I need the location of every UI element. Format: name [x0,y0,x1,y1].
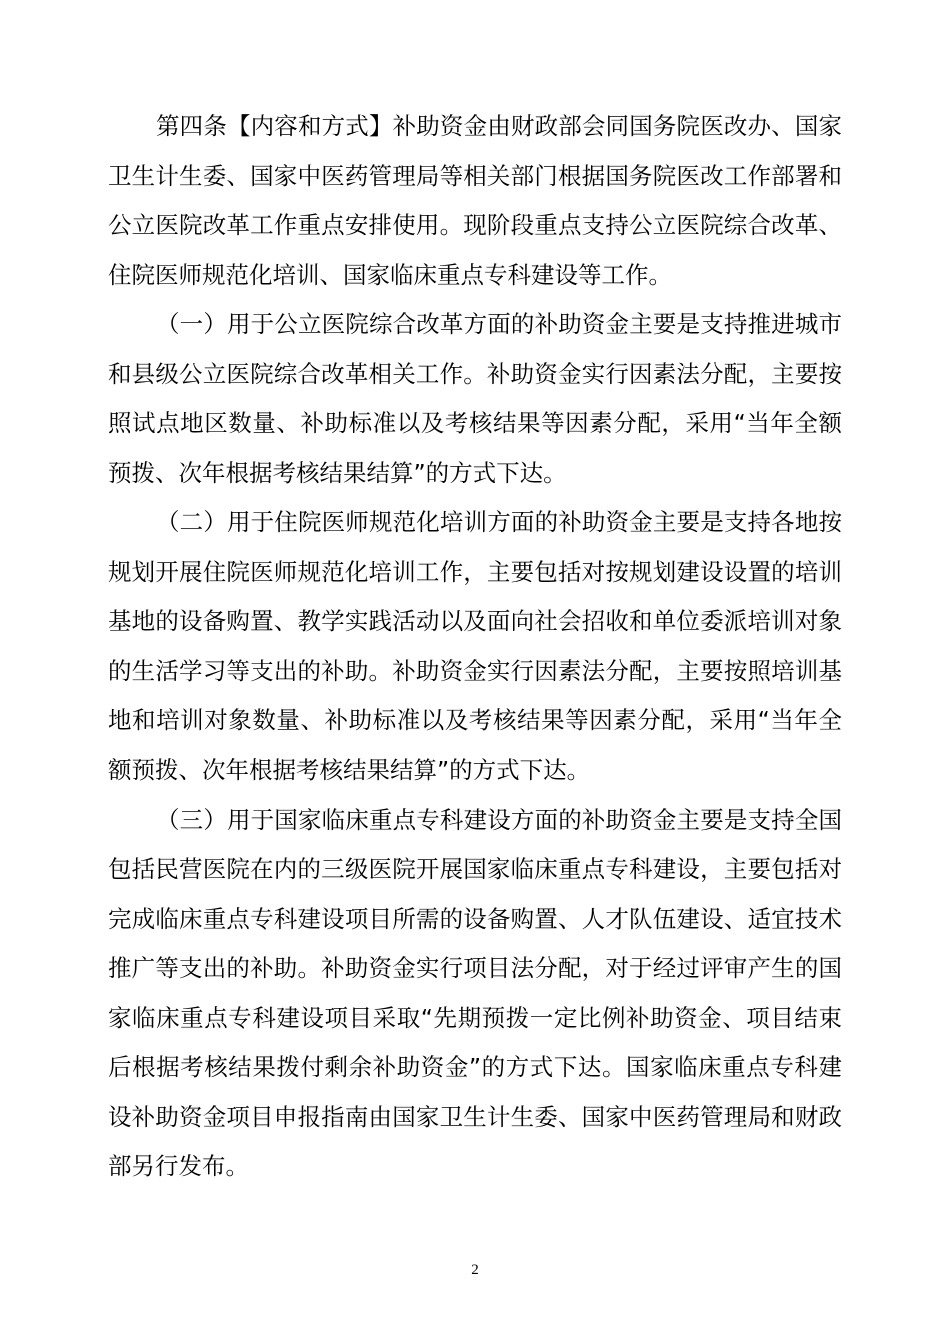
item-3-line-6: 后根据考核结果拨付剩余补助资金”的方式下达。国家临床重点专科建 [108,1053,842,1081]
item-2-line-2: 规划开展住院医师规范化培训工作，主要包括对按规划建设设置的培训 [108,558,842,586]
article-4-line-3: 公立医院改革工作重点安排使用。现阶段重点支持公立医院综合改革、 [108,211,842,239]
item-2-line-4: 的生活学习等支出的补助。补助资金实行因素法分配，主要按照培训基 [108,657,842,685]
item-1-line-2: 和县级公立医院综合改革相关工作。补助资金实行因素法分配，主要按 [108,360,842,388]
item-2-line-3: 基地的设备购置、教学实践活动以及面向社会招收和单位委派培训对象 [108,607,842,635]
item-3-line-8: 部另行发布。 [108,1152,249,1180]
item-2-line-1: （二）用于住院医师规范化培训方面的补助资金主要是支持各地按 [156,508,842,536]
item-3-line-4: 推广等支出的补助。补助资金实行项目法分配，对于经过评审产生的国 [108,954,842,982]
item-3-line-3: 完成临床重点专科建设项目所需的设备购置、人才队伍建设、适宜技术 [108,905,842,933]
item-3-line-1: （三）用于国家临床重点专科建设方面的补助资金主要是支持全国 [156,806,842,834]
item-2-line-6: 额预拨、次年根据考核结果结算”的方式下达。 [108,756,591,784]
item-1-line-3: 照试点地区数量、补助标准以及考核结果等因素分配，采用“当年全额 [108,409,842,437]
article-4-line-4: 住院医师规范化培训、国家临床重点专科建设等工作。 [108,261,672,289]
item-3-line-2: 包括民营医院在内的三级医院开展国家临床重点专科建设，主要包括对 [108,855,842,883]
page-number: 2 [471,1262,479,1278]
item-1-line-4: 预拨、次年根据考核结果结算”的方式下达。 [108,459,567,487]
item-2-line-5: 地和培训对象数量、补助标准以及考核结果等因素分配，采用“当年全 [108,706,842,734]
item-1-line-1: （一）用于公立医院综合改革方面的补助资金主要是支持推进城市 [156,310,842,338]
article-4-line-1: 第四条【内容和方式】补助资金由财政部会同国务院医改办、国家 [156,112,842,140]
item-3-line-7: 设补助资金项目申报指南由国家卫生计生委、国家中医药管理局和财政 [108,1103,842,1131]
article-4-line-2: 卫生计生委、国家中医药管理局等相关部门根据国务院医改工作部署和 [108,162,842,190]
item-3-line-5: 家临床重点专科建设项目采取“先期预拨一定比例补助资金、项目结束 [108,1004,842,1032]
